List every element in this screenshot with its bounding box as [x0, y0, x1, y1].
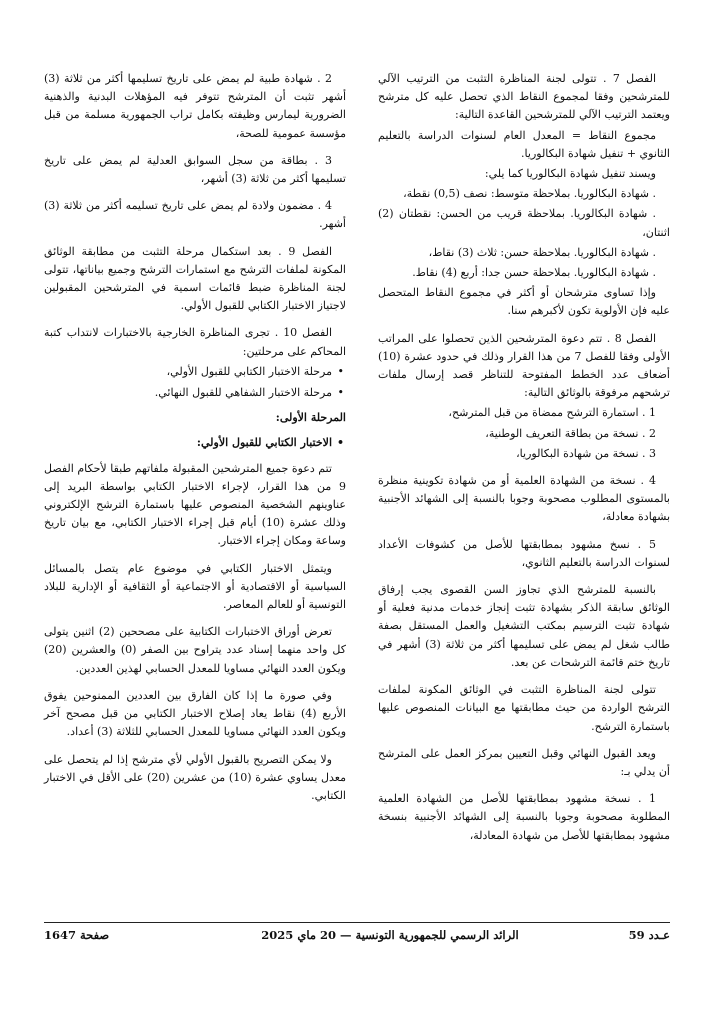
document-item: 3 . بطاقة من سجل السوابق العدلية لم يمض على تاريخ تسليمها أكثر من ثلاثة (3) أشهر، [44, 153, 346, 186]
subsection-heading: • الاختبار الكتابي للقبول الأولي: [44, 434, 346, 452]
regrading-text: وفي صورة ما إذا كان الفارق بين العددين الممنوحين يفوق الأربع (4) نقاط يعاد إصلاح الاختبار الكتابي من قبل مصحح آخر ويكون العدد النهائي مساويا للمعدل الحسابي للثلاثة (3) أعداد. [44, 688, 346, 739]
stage-item: • مرحلة الاختبار الشفاهي للقبول النهائي. [44, 384, 346, 402]
bonus-item: . شهادة البكالوريا. بملاحظة حسن جدا: أربع (4) نقاط. [412, 266, 656, 280]
bonus-intro: ويسند تنفيل شهادة البكالوريا كما يلي: [484, 167, 656, 181]
article-9-text: الفصل 9 . بعد استكمال مرحلة التثبت من مطابقة الوثائق المكونة لملفات الترشح مع استمارات الترشح وجميع بياناتها، تتولى لجنة المناظرة ضبط قائمات اسمية في المترشحين المقبولين لاجتياز الاختبار الكتابي للقبول الأولي. [44, 244, 346, 313]
page-number: صفحة 1647 [44, 928, 110, 942]
document-item: 2 . نسخة من بطاقة التعريف الوطنية، [485, 426, 656, 440]
article-8-text: الفصل 8 . تتم دعوة المترشحين الذين تحصلوا على المراتب الأولى وفقا للفصل 7 من هذا القرار وذلك في حدود عشرة (10) أضعاف عدد الخطط المفتوحة للتناظر قصد إرسال ملفات ترشحهم مرفوقة بالوثائق التالية: [378, 331, 670, 400]
invitation-text: تتم دعوة جميع المترشحين المقبولة ملفاتهم طبقا لأحكام الفصل 9 من هذا القرار، لإجراء الاختبار الكتابي بواسطة البريد إلى عناوينهم الشخصية المنصوص عليها باستمارة الترشح الإلكتروني وذلك عشرة (10) أيام قبل إجراء الاختبار الكتابي، مع بيان تاريخ وساعة ومكان إجراء الاختبار. [44, 461, 346, 548]
final-admission-text: ويعد القبول النهائي وقبل التعيين بمركز العمل على المترشح أن يدلي بـ: [378, 746, 670, 778]
exam-topic-text: ويتمثل الاختبار الكتابي في موضوع عام يتصل بالمسائل السياسية أو الاقتصادية أو الاجتماعية أو الثقافية أو الإدارية للبلاد التونسية أو للعالم المعاصر. [44, 561, 346, 612]
document-item: 4 . مضمون ولادة لم يمض على تاريخ تسليمه أكثر من ثلاثة (3) أشهر. [44, 199, 346, 231]
right-column [378, 70, 670, 854]
tie-break-rule: وإذا تساوى مترشحان أو أكثر في مجموع النقاط المتحصل عليه فإن الأولوية تكون لأكبرهم سنا. [378, 286, 670, 318]
document-item: 2 . شهادة طبية لم يمض على تاريخ تسليمها أكثر من ثلاثة (3) أشهر تثبت أن المترشح تتوفر فيه المؤهلات البدنية والذهنية الضرورية ليمارس وظيفته بكامل تراب الجمهورية مسلمة من قبل مؤسسة عمومية للصحة، [44, 72, 346, 140]
minimum-score-text: ولا يمكن التصريح بالقبول الأولي لأي مترشح إذا لم يتحصل على معدل يساوي عشرة (10) من عشرين (20) على الأقل في الاختبار الكتابي. [44, 752, 346, 802]
section-heading: المرحلة الأولى: [275, 411, 346, 425]
document-item: 1 . نسخة مشهود بمطابقتها للأصل من الشهادة العلمية المطلوبة مصحوبة وجوبا بالنسبة إلى الشهائد الأجنبية بنسخة مشهود بمطابقتها للأصل من شهادة المعادلة، [378, 792, 670, 842]
document-item: 3 . نسخة من شهادة البكالوريا، [516, 446, 656, 460]
age-exception-text: بالنسبة للمترشح الذي تجاوز السن القصوى يجب إرفاق الوثائق سابقة الذكر بشهادة تثبت إنجاز خدمات مدنية فعلية أو شهادة تثبت الترسيم بمكتب التشغيل والعمل المستقل بصفة طالب شغل لم يمض على تسليمها أكثر من ثلاثة (3) أشهر في تاريخ ختم قائمة الترشحات عن بعد. [378, 583, 671, 669]
grading-text: تعرض أوراق الاختبارات الكتابية على مصححين (2) اثنين يتولى كل واحد منهما إسناد عدد يتراوح بين الصفر (0) والعشرين (20) ويكون العدد النهائي مساويا للمعدل الحسابي لهذين العددين. [44, 625, 346, 675]
bonus-item: . شهادة البكالوريا. بملاحظة حسن: ثلاث (3) نقاط، [428, 245, 656, 259]
document-item: 4 . نسخة من الشهادة العلمية أو من شهادة تكوينية منظرة بالمستوى المطلوب مصحوبة وجوبا بالنسبة إلى الشهائد الأجنبية بشهادة معادلة، [378, 474, 670, 524]
document-item: 1 . استمارة الترشح ممضاة من قبل المترشح، [448, 406, 656, 420]
footer-rule [44, 922, 670, 923]
stage-item: • مرحلة الاختبار الكتابي للقبول الأولي، [44, 363, 346, 381]
article-7-text: الفصل 7 . تتولى لجنة المناظرة التثبت من الترتيب الآلي للمترشحين وفقا لمجموع النقاط الذي تحصل عليه كل مترشح ويعتمد الترتيب الآلي للمترشحين القاعدة التالية: [378, 72, 670, 122]
document-item: 5 . نسخ مشهود بمطابقتها للأصل من كشوفات الأعداد لسنوات الدراسة بالتعليم الثانوي، [378, 537, 670, 569]
gazette-title: الرائد الرسمي للجمهورية التونسية — 20 ماي 2025 [261, 928, 519, 942]
stages-list [44, 363, 346, 402]
bonus-item: . شهادة البكالوريا. بملاحظة متوسط: نصف (0,5) نقطة، [403, 187, 656, 201]
left-column [44, 70, 346, 814]
issue-number: عـدد 59 [628, 928, 670, 942]
verification-text: تتولى لجنة المناظرة التثبت في الوثائق المكونة لملفات الترشح الواردة من حيث مطابقتها مع البيانات المنصوص عليها باستمارة الترشح. [378, 683, 670, 733]
points-formula: مجموع النقاط = المعدل العام لسنوات الدراسة بالتعليم الثانوي + تنفيل شهادة البكالوريا. [378, 128, 670, 160]
bonus-item: . شهادة البكالوريا. بملاحظة قريب من الحسن: نقطتان (2) اثنتان، [378, 207, 670, 239]
article-10-text: الفصل 10 . تجرى المناظرة الخارجية بالاختبارات لانتداب كتبة المحاكم على مرحلتين: [44, 326, 346, 358]
subsection-heading-list [44, 434, 346, 452]
